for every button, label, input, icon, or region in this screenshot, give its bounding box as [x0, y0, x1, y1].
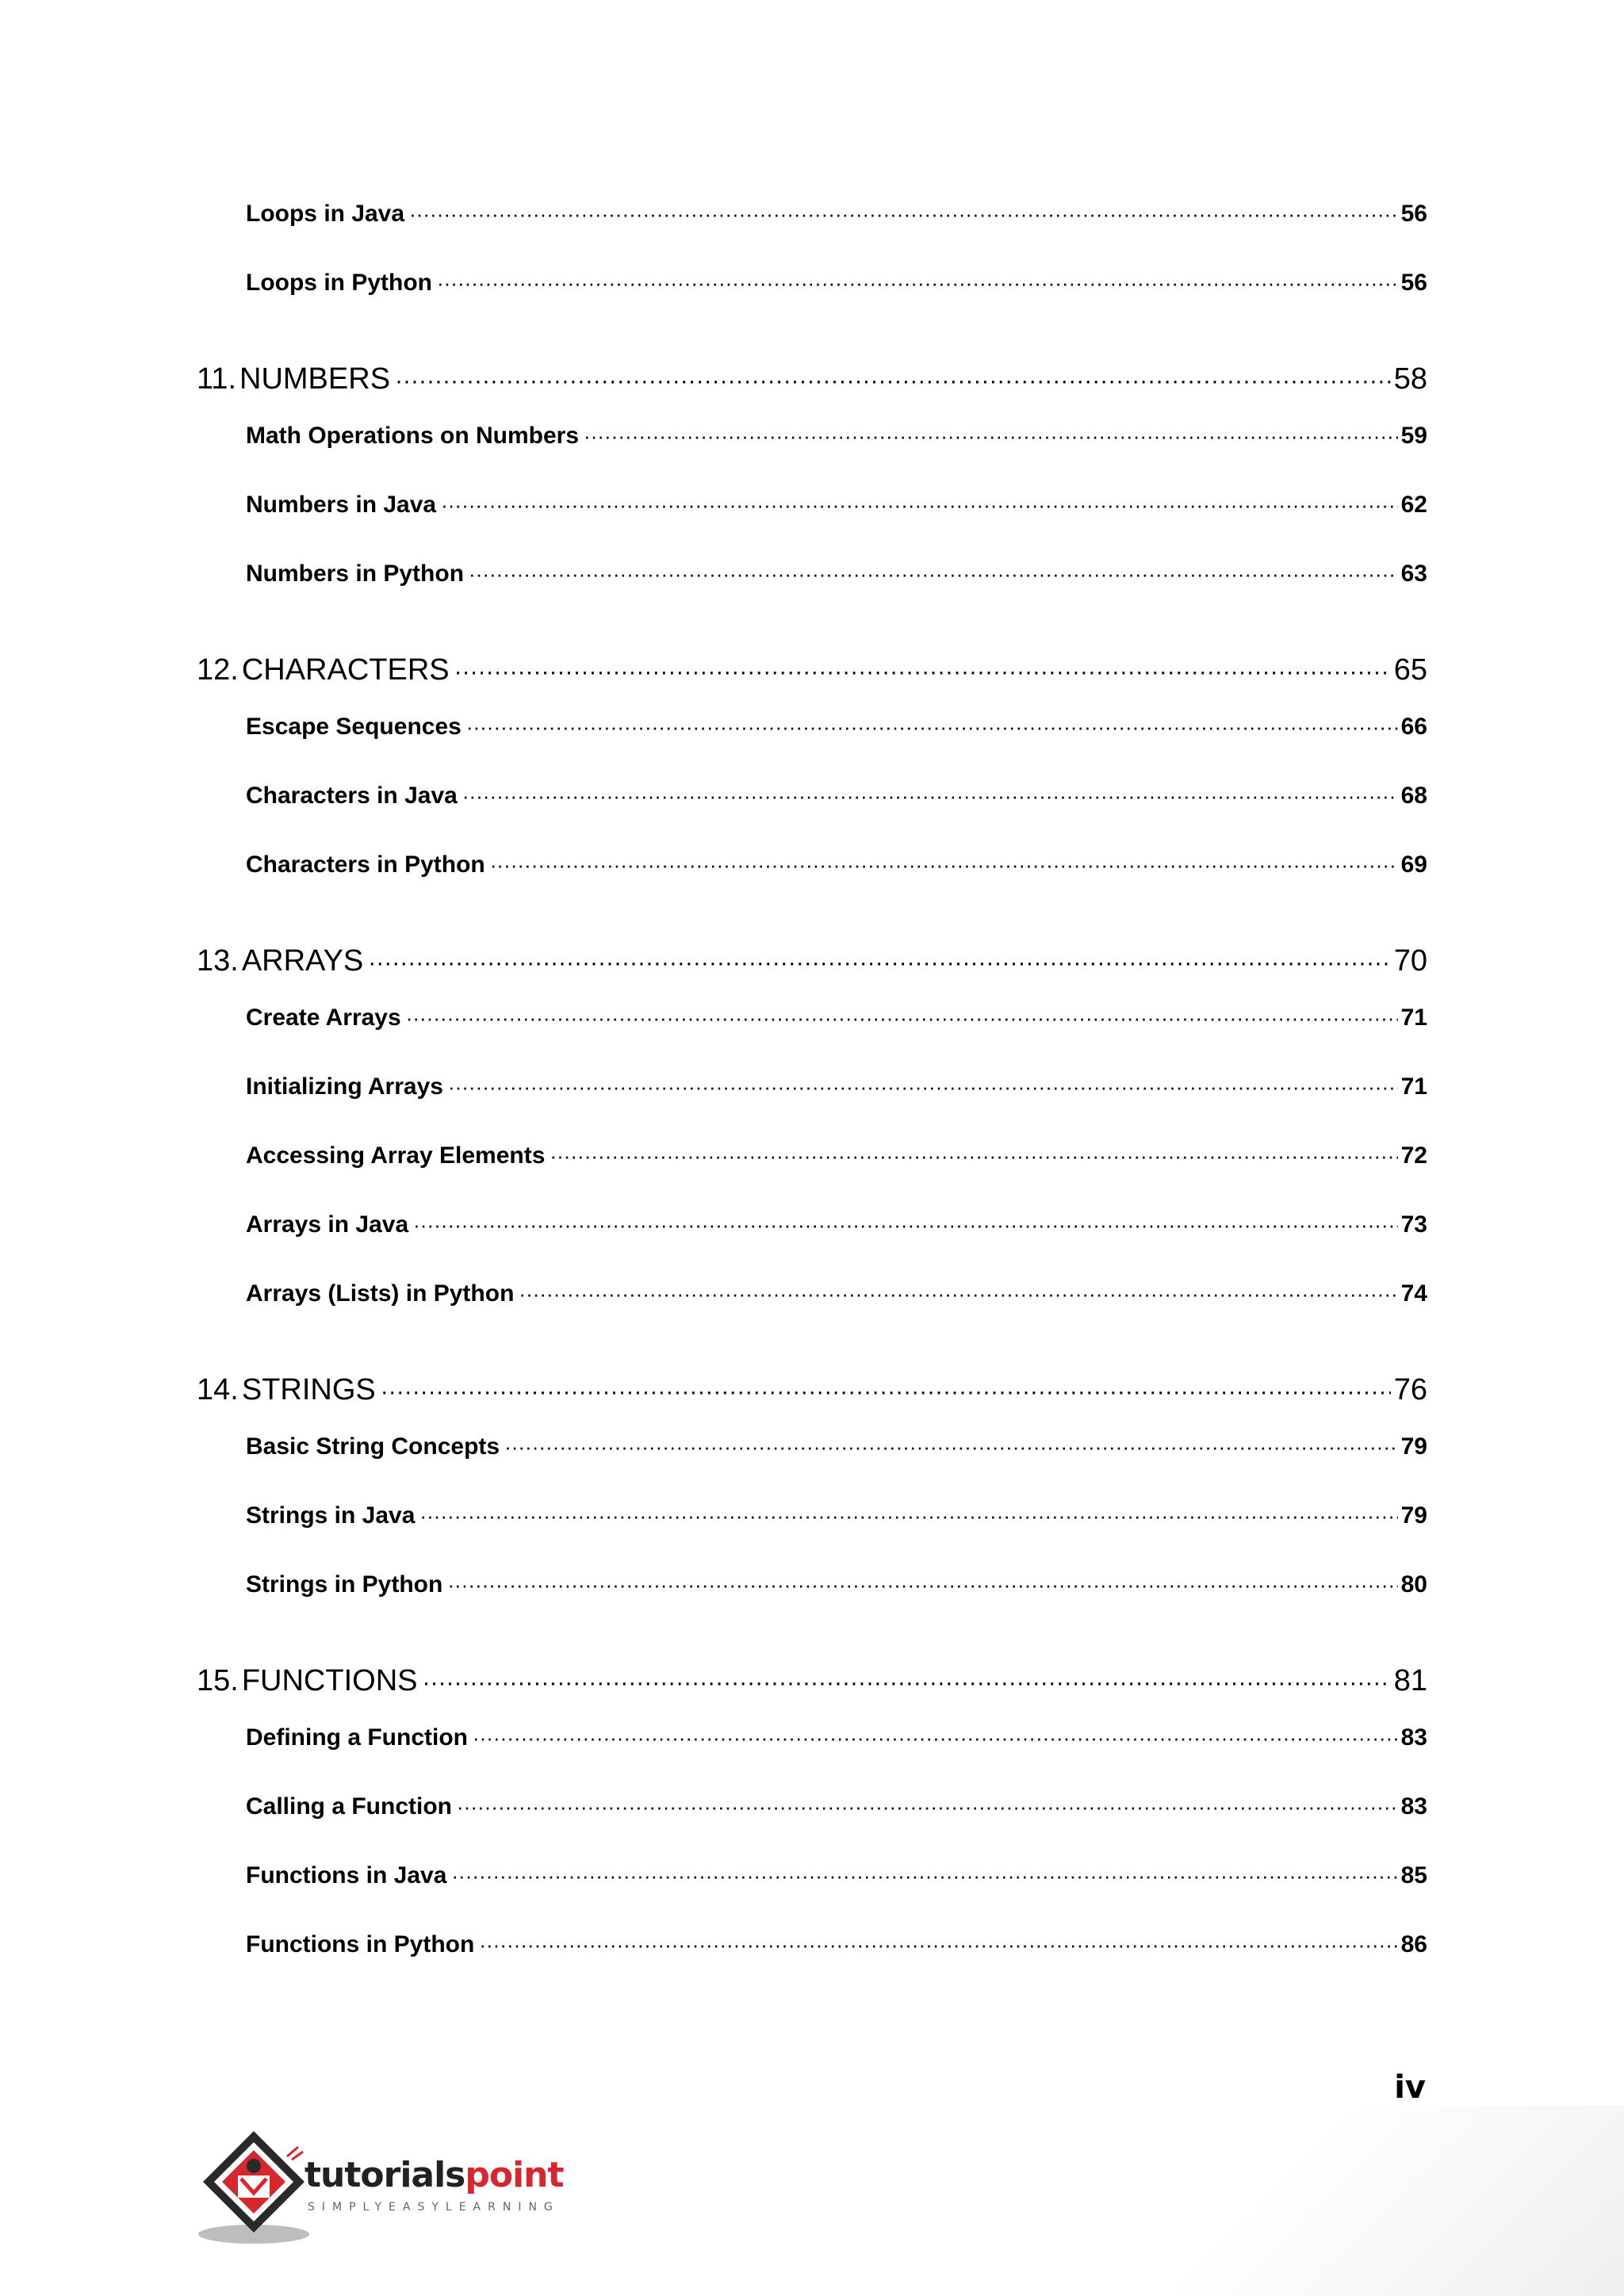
toc-chapter-number: 14. — [197, 1373, 239, 1406]
toc-entry-page: 80 — [1398, 1561, 1427, 1609]
page-shadow — [1148, 2106, 1624, 2296]
toc-entry-title: Strings in Python — [246, 1561, 447, 1609]
toc-entry-row[interactable] — [246, 1132, 1427, 1201]
toc-dot-leader — [419, 1492, 1397, 1540]
toc-dot-leader — [462, 772, 1398, 820]
toc-entry-title: Arrays in Java — [246, 1201, 413, 1249]
toc-dot-leader — [448, 1063, 1398, 1111]
toc-dot-leader — [368, 917, 1390, 994]
toc-chapter-title — [197, 915, 368, 994]
toc-entry-title: Create Arrays — [246, 994, 406, 1042]
toc-dot-leader — [422, 1637, 1390, 1714]
toc-entry-row[interactable] — [246, 1561, 1427, 1630]
toc-chapter-row[interactable] — [197, 333, 1427, 412]
toc-dot-leader — [413, 1201, 1397, 1249]
toc-chapter-page: 81 — [1391, 1635, 1427, 1714]
toc-entry-title: Numbers in Python — [246, 550, 469, 598]
toc-entry-page: 66 — [1398, 703, 1427, 751]
table-of-contents — [197, 190, 1427, 1990]
toc-entry-row[interactable] — [246, 550, 1427, 619]
toc-chapter-page: 65 — [1391, 624, 1427, 703]
toc-entry-page: 83 — [1398, 1783, 1427, 1831]
toc-entry-row[interactable] — [246, 1492, 1427, 1561]
toc-entry-row[interactable] — [246, 1783, 1427, 1852]
toc-entry-row[interactable] — [246, 190, 1427, 259]
toc-chapter-page: 58 — [1391, 333, 1427, 412]
page-number: iv — [1394, 2069, 1426, 2106]
toc-entry-page: 74 — [1398, 1270, 1427, 1318]
toc-chapter-row[interactable] — [197, 1344, 1427, 1423]
toc-entry-row[interactable] — [246, 412, 1427, 481]
toc-entry-title: Math Operations on Numbers — [246, 412, 584, 460]
toc-entry-row[interactable] — [246, 1270, 1427, 1339]
toc-entry-page: 59 — [1398, 412, 1427, 460]
toc-entry-row[interactable] — [246, 259, 1427, 328]
toc-entry-page: 69 — [1398, 841, 1427, 889]
toc-chapter-title — [197, 624, 454, 703]
toc-chapter-name: ARRAYS — [241, 944, 364, 978]
toc-entry-row[interactable] — [246, 1921, 1427, 1990]
toc-dot-leader — [451, 1852, 1397, 1900]
toc-entry-title: Initializing Arrays — [246, 1063, 448, 1111]
toc-entry-row[interactable] — [246, 1714, 1427, 1783]
toc-chapter-title — [197, 1635, 422, 1714]
toc-entry-row[interactable] — [246, 1852, 1427, 1921]
toc-dot-leader — [584, 412, 1398, 460]
toc-chapter-number: 15. — [197, 1664, 239, 1697]
toc-chapter-row[interactable] — [197, 624, 1427, 703]
toc-entry-row[interactable] — [246, 703, 1427, 772]
toc-entry-title: Functions in Python — [246, 1921, 479, 1969]
toc-entry-title: Numbers in Java — [246, 481, 441, 529]
toc-chapter-page: 76 — [1391, 1344, 1427, 1423]
toc-entry-row[interactable] — [246, 481, 1427, 550]
toc-dot-leader — [437, 259, 1398, 307]
toc-entry-row[interactable] — [246, 1423, 1427, 1492]
toc-dot-leader — [409, 190, 1398, 238]
toc-entry-title: Defining a Function — [246, 1714, 473, 1762]
toc-chapter-name: STRINGS — [241, 1373, 376, 1406]
toc-dot-leader — [447, 1561, 1397, 1609]
toc-entry-page: 72 — [1398, 1132, 1427, 1180]
toc-dot-leader — [490, 841, 1398, 889]
toc-entry-page: 68 — [1398, 772, 1427, 820]
toc-entry-title: Characters in Python — [246, 841, 490, 889]
toc-entry-row[interactable] — [246, 994, 1427, 1063]
toc-entry-page: 83 — [1398, 1714, 1427, 1762]
toc-chapter-number: 12. — [197, 653, 239, 687]
toc-chapter-name: NUMBERS — [239, 362, 391, 396]
toc-entry-page: 71 — [1398, 1063, 1427, 1111]
toc-chapter-row[interactable] — [197, 1635, 1427, 1714]
toc-entry-page: 73 — [1398, 1201, 1427, 1249]
toc-entry-title: Characters in Java — [246, 772, 462, 820]
toc-entry-page: 79 — [1398, 1492, 1427, 1540]
toc-dot-leader — [550, 1132, 1397, 1180]
toc-chapter-title — [197, 1344, 381, 1423]
toc-entry-row[interactable] — [246, 1063, 1427, 1132]
toc-entry-title: Arrays (Lists) in Python — [246, 1270, 519, 1318]
toc-dot-leader — [457, 1783, 1398, 1831]
toc-chapter-row[interactable] — [197, 915, 1427, 994]
toc-dot-leader — [441, 481, 1398, 529]
toc-entry-title: Calling a Function — [246, 1783, 457, 1831]
toc-dot-leader — [381, 1346, 1391, 1423]
toc-entry-title: Escape Sequences — [246, 703, 466, 751]
toc-entry-row[interactable] — [246, 772, 1427, 841]
logo-tagline: SIMPLYEASYLEARNING — [308, 2201, 560, 2214]
toc-entry-page: 56 — [1398, 259, 1427, 307]
toc-entry-page: 63 — [1398, 550, 1427, 598]
toc-entry-page: 85 — [1398, 1852, 1427, 1900]
toc-dot-leader — [454, 626, 1391, 703]
toc-entry-title: Basic String Concepts — [246, 1423, 504, 1471]
toc-chapter-number: 13. — [197, 944, 239, 978]
toc-dot-leader — [395, 335, 1391, 412]
toc-chapter-title — [197, 333, 395, 412]
toc-dot-leader — [466, 703, 1398, 751]
toc-entry-page: 86 — [1398, 1921, 1427, 1969]
toc-dot-leader — [519, 1270, 1397, 1318]
toc-entry-title: Loops in Python — [246, 259, 437, 307]
toc-chapter-number: 11. — [197, 362, 237, 396]
toc-dot-leader — [479, 1921, 1397, 1969]
toc-entry-page: 71 — [1398, 994, 1427, 1042]
toc-chapter-page: 70 — [1391, 915, 1427, 994]
tutorialspoint-logo-icon — [193, 2125, 320, 2252]
toc-entry-title: Strings in Java — [246, 1492, 419, 1540]
logo-brand-text: tutorialspoint — [304, 2155, 564, 2195]
toc-entry-title: Loops in Java — [246, 190, 409, 238]
toc-entry-row[interactable] — [246, 1201, 1427, 1270]
toc-entry-title: Functions in Java — [246, 1852, 451, 1900]
tutorialspoint-logo — [193, 2125, 590, 2252]
toc-entry-page: 56 — [1398, 190, 1427, 238]
toc-entry-title: Accessing Array Elements — [246, 1132, 550, 1180]
toc-chapter-name: CHARACTERS — [241, 653, 450, 687]
toc-entry-row[interactable] — [246, 841, 1427, 910]
toc-chapter-name: FUNCTIONS — [241, 1664, 418, 1697]
toc-dot-leader — [469, 550, 1398, 598]
toc-entry-page: 79 — [1398, 1423, 1427, 1471]
toc-dot-leader — [473, 1714, 1398, 1762]
toc-dot-leader — [504, 1423, 1398, 1471]
toc-dot-leader — [406, 994, 1398, 1042]
toc-entry-page: 62 — [1398, 481, 1427, 529]
